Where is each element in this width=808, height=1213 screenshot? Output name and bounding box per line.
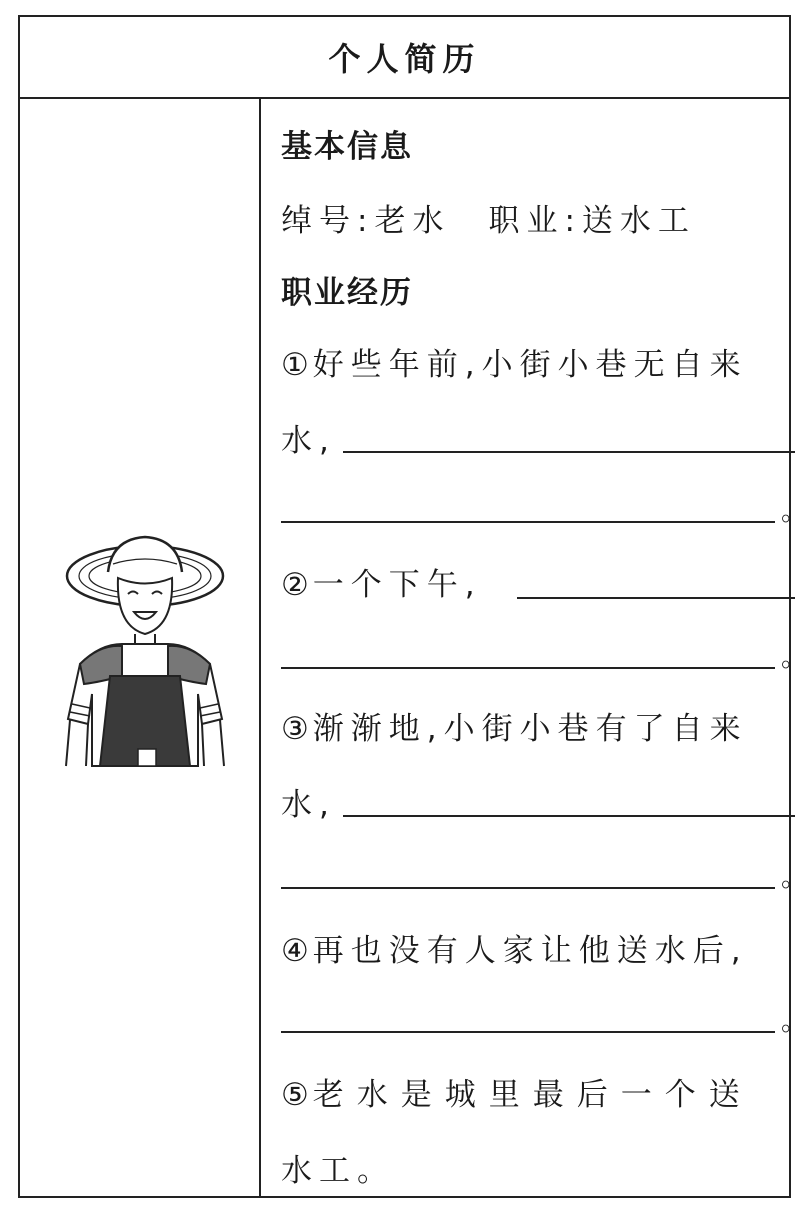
career-heading: 职业经历 [281, 275, 413, 311]
career-item-5 [281, 1069, 753, 1114]
resume-card [18, 15, 808, 1198]
answer-blank-1b[interactable] [281, 521, 775, 523]
career-item-3-continuation: 水, [281, 787, 336, 823]
career-item-1-continuation: 水, [281, 423, 336, 459]
career-item-5-continuation: 水工。 [281, 1153, 395, 1189]
card-title: 个人简历 [20, 17, 789, 99]
period-mark: 。 [781, 643, 808, 673]
career-item-4 [281, 925, 748, 970]
item-number: ③ [281, 711, 309, 747]
item-text: 再也没有人家让他送水后, [312, 933, 748, 969]
nickname-occupation-line: 绰号:老水 职业:送水工 [281, 203, 696, 239]
photo-column [20, 99, 261, 1196]
item-number: ① [281, 347, 309, 383]
period-mark: 。 [781, 863, 808, 893]
item-text: 老水是城里最后一个送 [312, 1077, 753, 1113]
period-mark: 。 [781, 1007, 808, 1037]
item-number: ② [281, 567, 309, 603]
water-carrier-illustration [40, 534, 250, 784]
answer-blank-2a[interactable] [517, 597, 795, 599]
answer-blank-3b[interactable] [281, 887, 775, 889]
answer-blank-1a[interactable] [343, 451, 795, 453]
answer-blank-4[interactable] [281, 1031, 775, 1033]
info-column [261, 99, 808, 1196]
basic-info-heading: 基本信息 [281, 129, 413, 165]
item-text: 好些年前,小街小巷无自来 [312, 347, 748, 383]
item-number: ④ [281, 933, 309, 969]
item-number: ⑤ [281, 1077, 309, 1113]
career-item-3 [281, 703, 748, 748]
answer-blank-3a[interactable] [343, 815, 795, 817]
career-item-1 [281, 339, 748, 384]
item-text: 一个下午, [312, 567, 482, 603]
period-mark: 。 [781, 497, 808, 527]
career-item-2 [281, 559, 482, 604]
answer-blank-2b[interactable] [281, 667, 775, 669]
item-text: 渐渐地,小街小巷有了自来 [312, 711, 748, 747]
